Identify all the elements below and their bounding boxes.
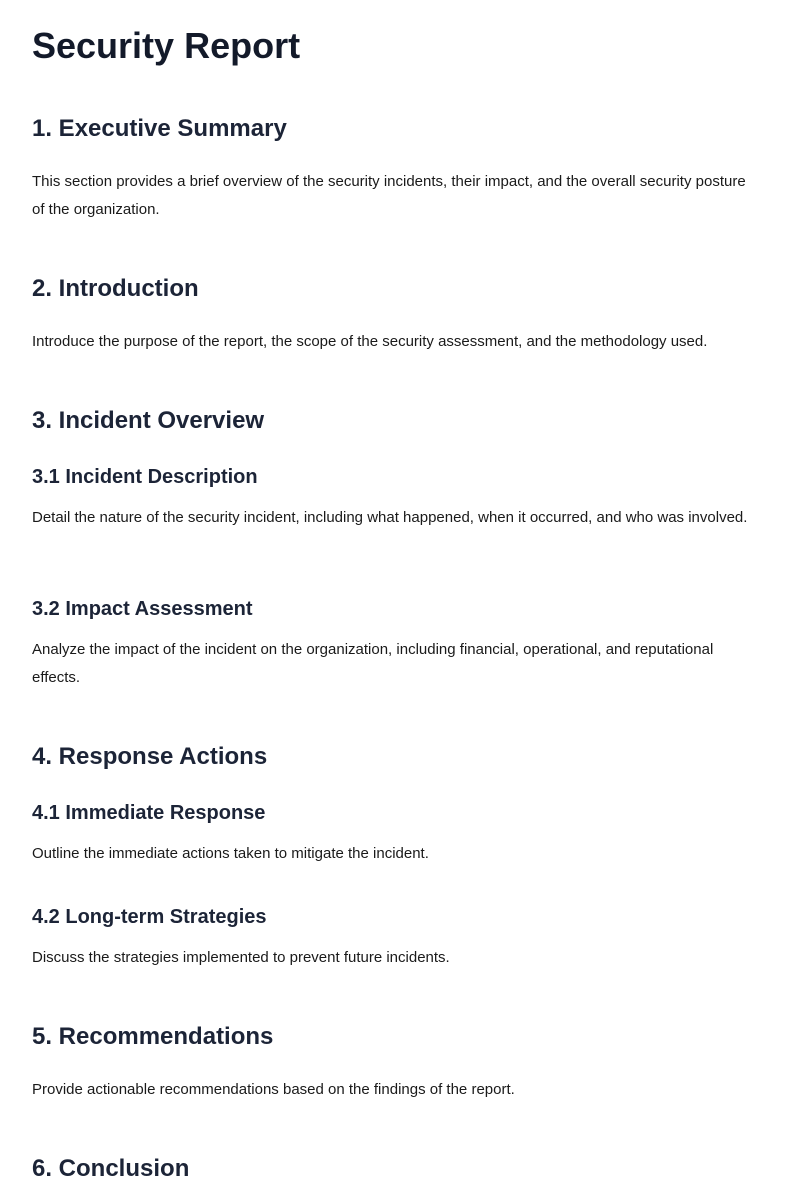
section-heading-conclusion: 6. Conclusion: [32, 1155, 190, 1182]
subsection-heading-incident-description: 3.1 Incident Description: [32, 466, 258, 488]
section-heading-recommendations: 5. Recommendations: [32, 1023, 274, 1050]
subsection-body-incident-description: Detail the nature of the security incident, including what happened, when it occurred, and who was involved.: [32, 509, 748, 526]
section-heading-incident-overview: 3. Incident Overview: [32, 407, 265, 434]
subsection-body-impact-assessment: Analyze the impact of the incident on the organization, including financial, operational, and reputational effects.: [32, 641, 714, 686]
section-body-recommendations: Provide actionable recommendations based on the findings of the report.: [32, 1081, 515, 1098]
subsection-heading-impact-assessment: 3.2 Impact Assessment: [32, 598, 253, 620]
section-heading-executive-summary: 1. Executive Summary: [32, 115, 287, 142]
section-heading-introduction: 2. Introduction: [32, 275, 199, 302]
subsection-body-immediate-response: Outline the immediate actions taken to mitigate the incident.: [32, 845, 429, 862]
subsection-body-long-term-strategies: Discuss the strategies implemented to prevent future incidents.: [32, 949, 450, 966]
subsection-heading-long-term-strategies: 4.2 Long-term Strategies: [32, 906, 267, 928]
section-body-executive-summary: This section provides a brief overview of the security incidents, their impact, and the overall security posture of the organization.: [32, 173, 746, 218]
section-body-introduction: Introduce the purpose of the report, the scope of the security assessment, and the methodology used.: [32, 333, 708, 350]
page-title: Security Report: [32, 25, 301, 66]
section-heading-response-actions: 4. Response Actions: [32, 743, 268, 770]
subsection-heading-immediate-response: 4.1 Immediate Response: [32, 802, 266, 824]
